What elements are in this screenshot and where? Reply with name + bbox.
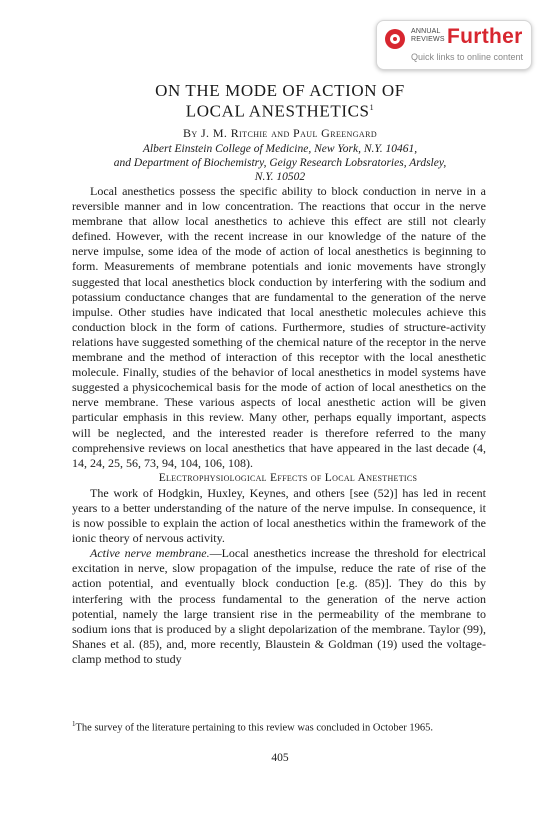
footnote (72, 718, 486, 735)
runin-paragraph-wrap (72, 546, 486, 667)
badge-further-label: Further (447, 25, 523, 48)
article-title (0, 82, 560, 120)
runin-paragraph: —Local anesthetics increase the threshold for electrical excitation in nerve, slow propagation of the impulse, reduce the rate of rise of the action potential, and eventually block conduction [e.g. (85)]. They do this by interfering with the process fundamental to the generation of the nerve action potential, namely the large transient rise in the permeability of the membrane to sodium ions that is produced by a slight depolarization of the membrane. Taylor (99), Shanes et al. (85), and, more recently, Blaustein & Goldman (19) used the voltage-clamp method to study (72, 546, 486, 666)
runin-heading: Active nerve membrane. (90, 546, 210, 561)
title-line-2-wrap (0, 99, 560, 120)
affiliation (0, 142, 560, 184)
annual-reviews-logo-icon (385, 29, 405, 49)
affiliation-line-3: N.Y. 10502 (254, 171, 306, 183)
badge-brand-line1: ANNUAL (411, 28, 441, 35)
badge-brand-line2: REVIEWS (411, 36, 445, 43)
further-links-badge[interactable] (376, 20, 532, 70)
title-line-1: ON THE MODE OF ACTION OF (155, 81, 405, 100)
affiliation-line-1: Albert Einstein College of Medicine, New York, N.Y. 10461, (142, 143, 418, 155)
footnote-mark: 1 (72, 720, 76, 728)
title-line-2: LOCAL ANESTHETICS (185, 101, 370, 121)
article-body (72, 184, 486, 667)
footnote-text: The survey of the literature pertaining to this review was concluded in October 1965. (75, 722, 433, 734)
badge-subtitle: Quick links to online content (411, 52, 524, 62)
section-heading: Electrophysiological Effects of Local Anesthetics (158, 471, 418, 484)
page-number: 405 (271, 752, 289, 764)
badge-brand (411, 28, 445, 44)
section-paragraph: The work of Hodgkin, Huxley, Keynes, and others [see (52)] has led in recent years to a better understanding of the nature of the nerve impulse. In consequence, it is now possible to explain the action of local anesthetics within the framework of the ionic theory of nervous activity. (72, 485, 486, 546)
author-byline: By J. M. Ritchie and Paul Greengard (182, 126, 377, 140)
title-footnote-mark[interactable]: 1 (369, 103, 375, 112)
affiliation-line-2: and Department of Biochemistry, Geigy Research Lobsratories, Ardsley, (113, 157, 447, 169)
intro-paragraph: Local anesthetics possess the specific ability to block conduction in nerve in a reversible manner and in low concentration. The reactions that occur in the nerve membrane that allow local anesthetics to achieve this effect are still not clearly defined. However, with the recent increase in our knowledge of the nature of the nerve impulse, some idea of the mode of action of local anesthetics is beginning to form. Measurements of membrane potentials and ionic movements have strongly suggested that local anesthetics block conduction by interfering with the sodium and potassium conductance changes that are fundamental to the generation of the nerve impulse. Other studies have indicated that local anesthetic molecules achieve this conduction block in the form of cations. Furthermore, studies of structure-activity relations have suggested something of the chemical nature of the receptor in the nerve membrane and the method of interaction of this receptor with the local anesthetic molecule. Finally, studies of the behavior of local anesthetics in model systems have suggested a physicochemical basis for the mode of action of local anesthetics on the nerve membrane. These various aspects of local anesthetic action will be given particular emphasis in this review. Many other, perhaps equally important, aspects will be neglected, and the interested reader is therefore referred to the many comprehensive reviews on local anesthetics that have appeared in the last decade (4, 14, 24, 25, 56, 73, 94, 104, 106, 108). (72, 184, 486, 470)
